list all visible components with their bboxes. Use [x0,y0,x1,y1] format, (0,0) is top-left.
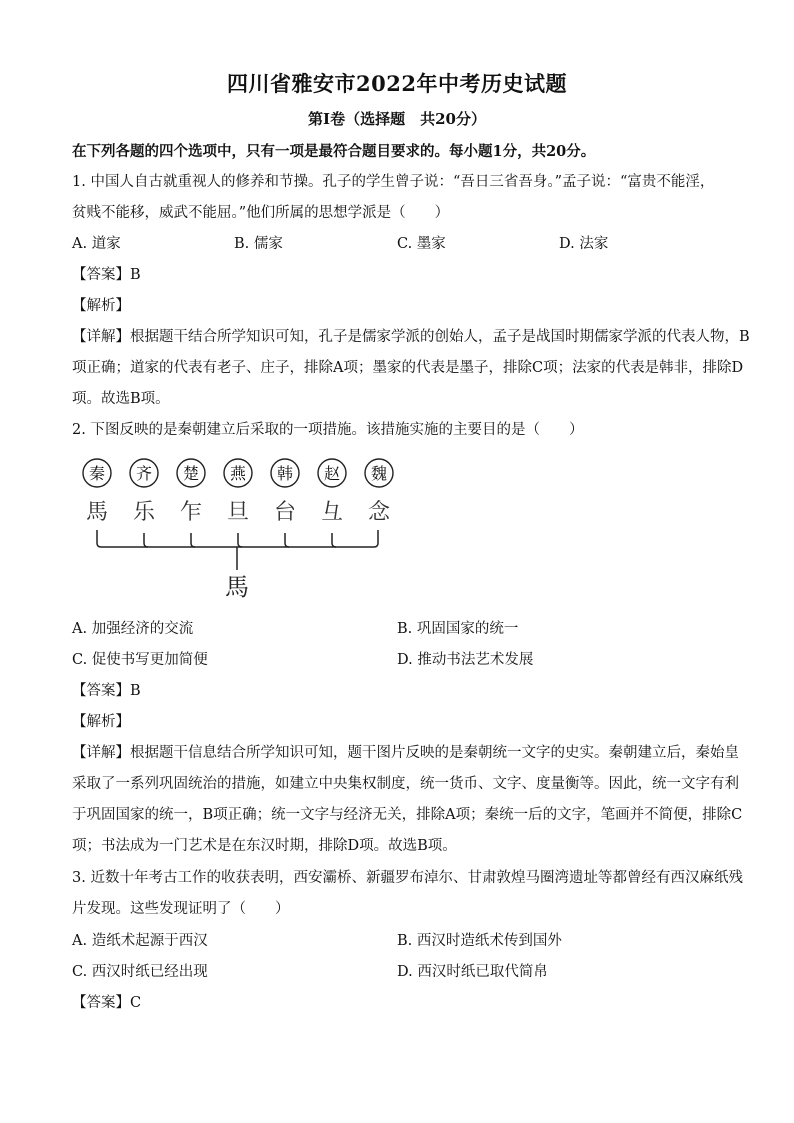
q2-option-d: D. 推动书法艺术发展 [397,652,534,668]
q3-answer: 【答案】C [72,995,142,1011]
state-name-2 [177,459,205,487]
q1-answer: 【答案】B [72,267,141,283]
q1-detail-line-2: 项正确；道家的代表有老子、庄子，排除A项；墨家的代表是墨子，排除C项；法家的代表是韩非，排除D [72,360,744,376]
bracket-tick-3 [238,533,242,547]
q1-detail-line-3: 项。故选B项。 [72,391,170,407]
svg-text:韩: 韩 [276,464,294,483]
svg-text:魏: 魏 [370,464,388,483]
q3-stem-line-1: 3. 近数十年考古工作的收获表明，西安灞桥、新疆罗布淖尔、甘肃敦煌马圈湾遗址等都曾经有西汉麻纸残 [72,870,743,886]
svg-text:赵: 赵 [323,464,341,483]
ancient-glyph-4: 台 [273,500,297,525]
q3-option-b: B. 西汉时造纸术传到国外 [397,933,562,949]
svg-text:秦: 秦 [88,464,106,483]
q2-detail-line-4: 项；书法成为一门艺术是在东汉时期，排除D项。故选B项。 [72,838,457,854]
q3-option-c: C. 西汉时纸已经出现 [72,964,208,980]
state-name-3 [224,459,252,487]
q2-detail-line-1: 【详解】根据题干信息结合所学知识可知，题干图片反映的是秦朝统一文字的史实。秦朝建立后，秦始皇 [72,745,739,761]
q1-option-c: C. 墨家 [397,236,446,252]
q1-detail-line-1: 【详解】根据题干结合所学知识可知，孔子是儒家学派的创始人，孟子是战国时期儒家学派的代表人物，B [72,329,750,345]
q2-answer: 【答案】B [72,683,141,699]
q1-option-a: A. 道家 [72,236,121,252]
bracket-tick-1 [144,533,148,547]
ancient-glyph-3: 旦 [226,500,250,525]
svg-text:燕: 燕 [229,464,247,483]
ancient-glyph-1: 乐 [132,500,156,525]
ancient-glyph-2: 乍 [179,500,203,525]
ancient-glyph-5: 彑 [320,500,344,525]
q2-detail-line-2: 采取了一系列巩固统治的措施，如建立中央集权制度，统一货币、文字、度量衡等。因此，统一文字有利 [72,776,739,792]
q3-option-a: A. 造纸术起源于西汉 [72,933,208,949]
ancient-glyph-0: 馬 [85,500,109,525]
state-name-6 [365,459,393,487]
q1-stem-line-1: 1. 中国人自古就重视人的修养和节操。孔子的学生曾子说：“吾日三省吾身。”孟子说：“富贵不能淫， [72,174,715,190]
state-name-1 [130,459,158,487]
q1-analysis-label: 【解析】 [72,298,130,314]
state-name-5 [318,459,346,487]
svg-text:楚: 楚 [182,464,200,483]
q3-option-d: D. 西汉时纸已取代简帛 [397,964,548,980]
q1-option-b: B. 儒家 [234,236,283,252]
svg-text:齐: 齐 [135,464,153,483]
q2-option-b: B. 巩固国家的统一 [397,621,519,637]
instruction-text: 在下列各题的四个选项中，只有一项是最符合题目要求的。每小题1分，共20分。 [72,143,596,160]
unified-script-glyph: 馬 [225,573,249,601]
ancient-glyph-6: 念 [367,500,391,525]
q2-stem: 2. 下图反映的是秦朝建立后采取的一项措施。该措施实施的主要目的是（ ） [72,422,584,438]
state-name-0 [83,459,111,487]
bracket-tick-2 [191,533,195,547]
q2-option-a: A. 加强经济的交流 [72,621,194,637]
q3-stem-line-2: 片发现。这些发现证明了（ ） [72,901,290,917]
q2-analysis-label: 【解析】 [72,714,130,730]
q1-option-d: D. 法家 [559,236,609,252]
page-title: 四川省雅安市2022年中考历史试题 [227,71,567,96]
bracket-tick-5 [332,533,336,547]
bracket-tick-4 [285,533,289,547]
q2-detail-line-3: 于巩固国家的统一，B项正确；统一文字与经济无关，排除A项；秦统一后的文字，笔画并不简便，排除C [72,807,743,823]
section-subtitle: 第Ⅰ卷（选择题 共20分） [308,110,486,128]
q1-stem-line-2: 贫贱不能移，威武不能屈。”他们所属的思想学派是（ ） [72,205,450,221]
script-unification-figure [82,455,402,610]
state-name-4 [271,459,299,487]
q2-option-c: C. 促使书写更加简便 [72,652,208,668]
